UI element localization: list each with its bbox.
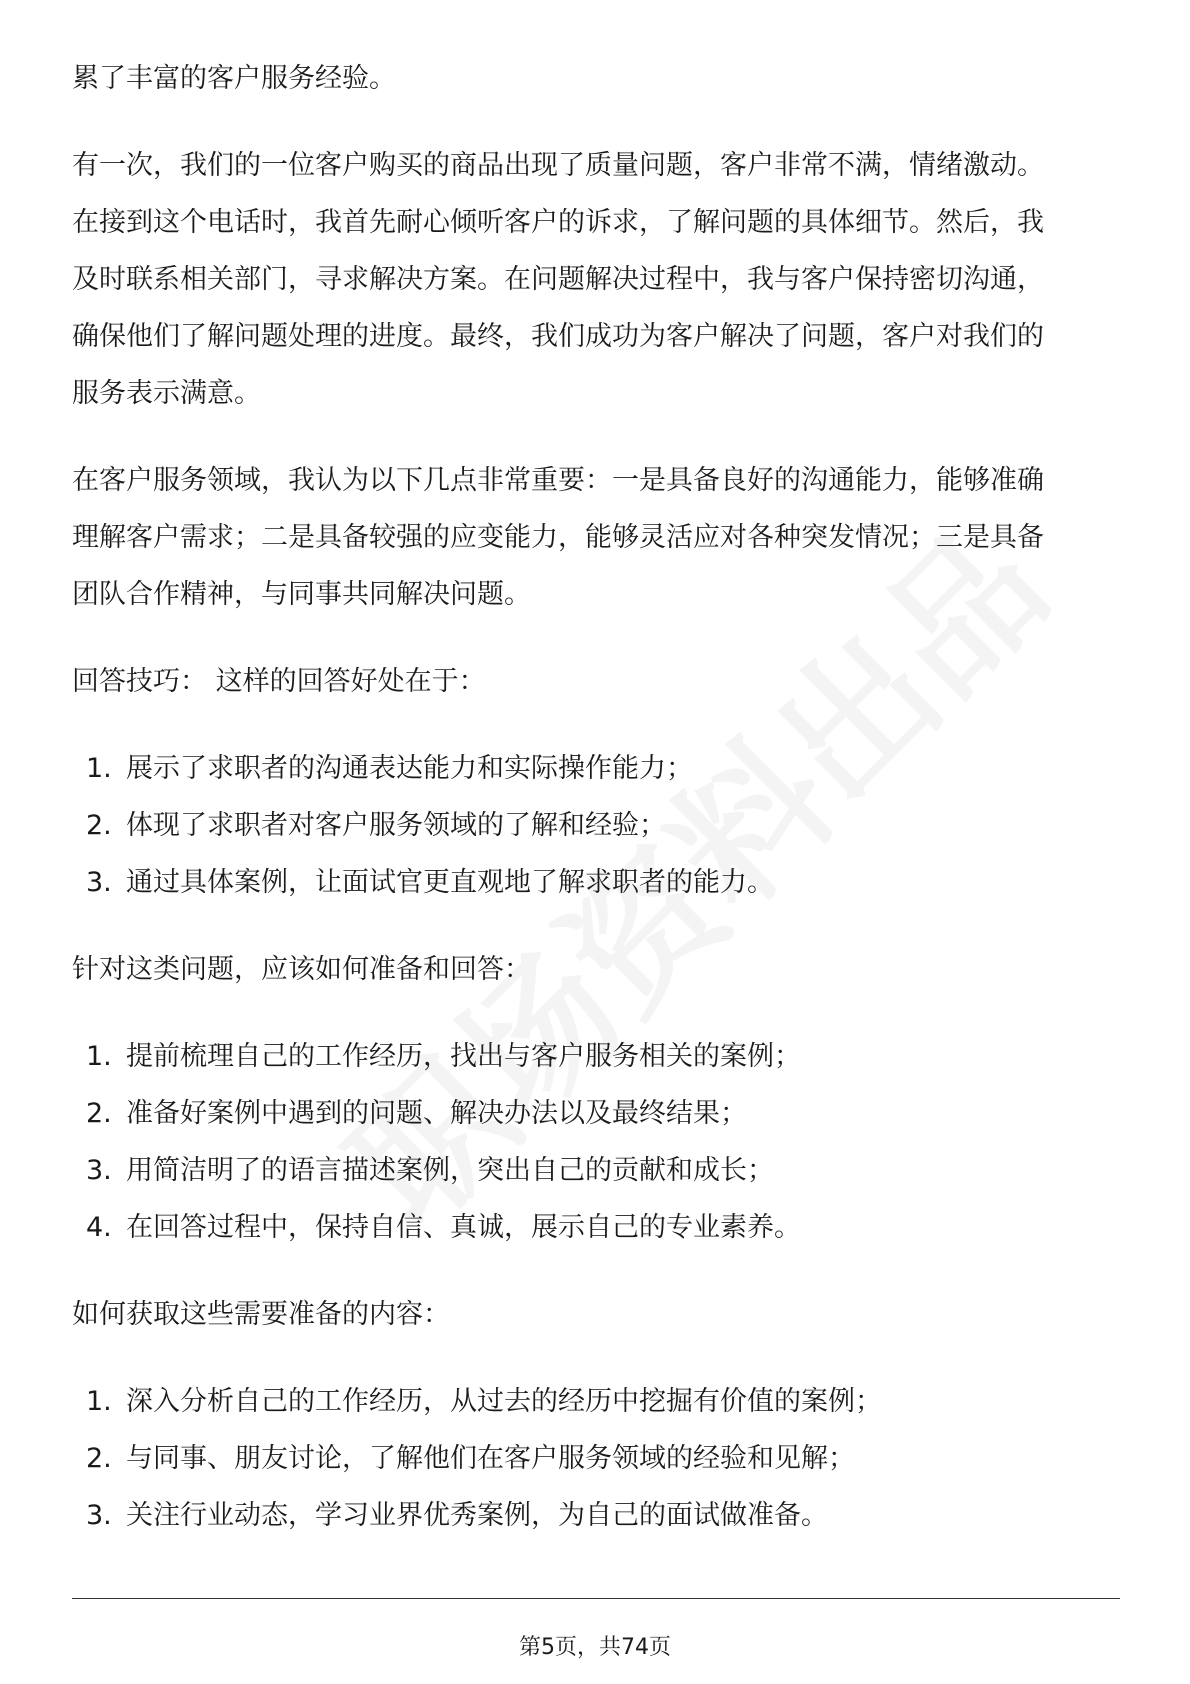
paragraph-line: 及时联系相关部门，寻求解决方案。在问题解决过程中，我与客户保持密切沟通， — [72, 264, 1044, 295]
paragraph-line: 累了丰富的客户服务经验。 — [72, 63, 396, 94]
paragraph-line: 服务表示满意。 — [72, 378, 261, 409]
story-paragraph — [72, 137, 1120, 422]
list-number: 3. — [86, 1500, 112, 1531]
tips-list — [72, 740, 1120, 911]
list-number: 1. — [86, 753, 112, 784]
list-item — [72, 1199, 1120, 1256]
list-item — [72, 854, 1120, 911]
list-number: 2. — [86, 810, 112, 841]
list-number: 3. — [86, 867, 112, 898]
page-number: 第5页，共74页 — [519, 1635, 671, 1660]
source-heading: 如何获取这些需要准备的内容： — [72, 1299, 450, 1330]
paragraph-line: 有一次，我们的一位客户购买的商品出现了质量问题，客户非常不满，情绪激动。 — [72, 150, 1044, 181]
footer-divider — [72, 1598, 1120, 1599]
tips-heading: 回答技巧： 这样的回答好处在于： — [72, 666, 486, 697]
list-text: 准备好案例中遇到的问题、解决办法以及最终结果； — [126, 1098, 747, 1129]
list-item — [72, 740, 1120, 797]
views-paragraph — [72, 452, 1120, 623]
list-text: 与同事、朋友讨论，了解他们在客户服务领域的经验和见解； — [126, 1443, 855, 1474]
list-text: 体现了求职者对客户服务领域的了解和经验； — [126, 810, 666, 841]
list-item — [72, 1430, 1120, 1487]
list-number: 1. — [86, 1386, 112, 1417]
list-item — [72, 797, 1120, 854]
list-number: 2. — [86, 1443, 112, 1474]
list-text: 深入分析自己的工作经历，从过去的经历中挖掘有价值的案例； — [126, 1386, 882, 1417]
list-text: 通过具体案例，让面试官更直观地了解求职者的能力。 — [126, 867, 774, 898]
list-number: 3. — [86, 1155, 112, 1186]
list-text: 关注行业动态，学习业界优秀案例，为自己的面试做准备。 — [126, 1500, 828, 1531]
paragraph-line: 确保他们了解问题处理的进度。最终，我们成功为客户解决了问题，客户对我们的 — [72, 321, 1044, 352]
list-item — [72, 1028, 1120, 1085]
paragraph-line: 理解客户需求；二是具备较强的应变能力，能够灵活应对各种突发情况；三是具备 — [72, 522, 1044, 553]
prep-list — [72, 1028, 1120, 1256]
list-number: 2. — [86, 1098, 112, 1129]
list-item — [72, 1142, 1120, 1199]
list-text: 展示了求职者的沟通表达能力和实际操作能力； — [126, 753, 693, 784]
list-item — [72, 1487, 1120, 1544]
list-item — [72, 1085, 1120, 1142]
document-body — [72, 50, 1120, 1544]
paragraph-line: 在客户服务领域，我认为以下几点非常重要：一是具备良好的沟通能力，能够准确 — [72, 465, 1044, 496]
list-text: 提前梳理自己的工作经历，找出与客户服务相关的案例； — [126, 1041, 801, 1072]
paragraph-line: 团队合作精神，与同事共同解决问题。 — [72, 579, 531, 610]
list-item — [72, 1373, 1120, 1430]
list-number: 1. — [86, 1041, 112, 1072]
list-text: 用简洁明了的语言描述案例，突出自己的贡献和成长； — [126, 1155, 774, 1186]
sources-list — [72, 1373, 1120, 1544]
list-text: 在回答过程中，保持自信、真诚，展示自己的专业素养。 — [126, 1212, 801, 1243]
prep-heading: 针对这类问题，应该如何准备和回答： — [72, 954, 531, 985]
intro-paragraph — [72, 50, 1120, 107]
paragraph-line: 在接到这个电话时，我首先耐心倾听客户的诉求，了解问题的具体细节。然后，我 — [72, 207, 1044, 238]
list-number: 4. — [86, 1212, 112, 1243]
